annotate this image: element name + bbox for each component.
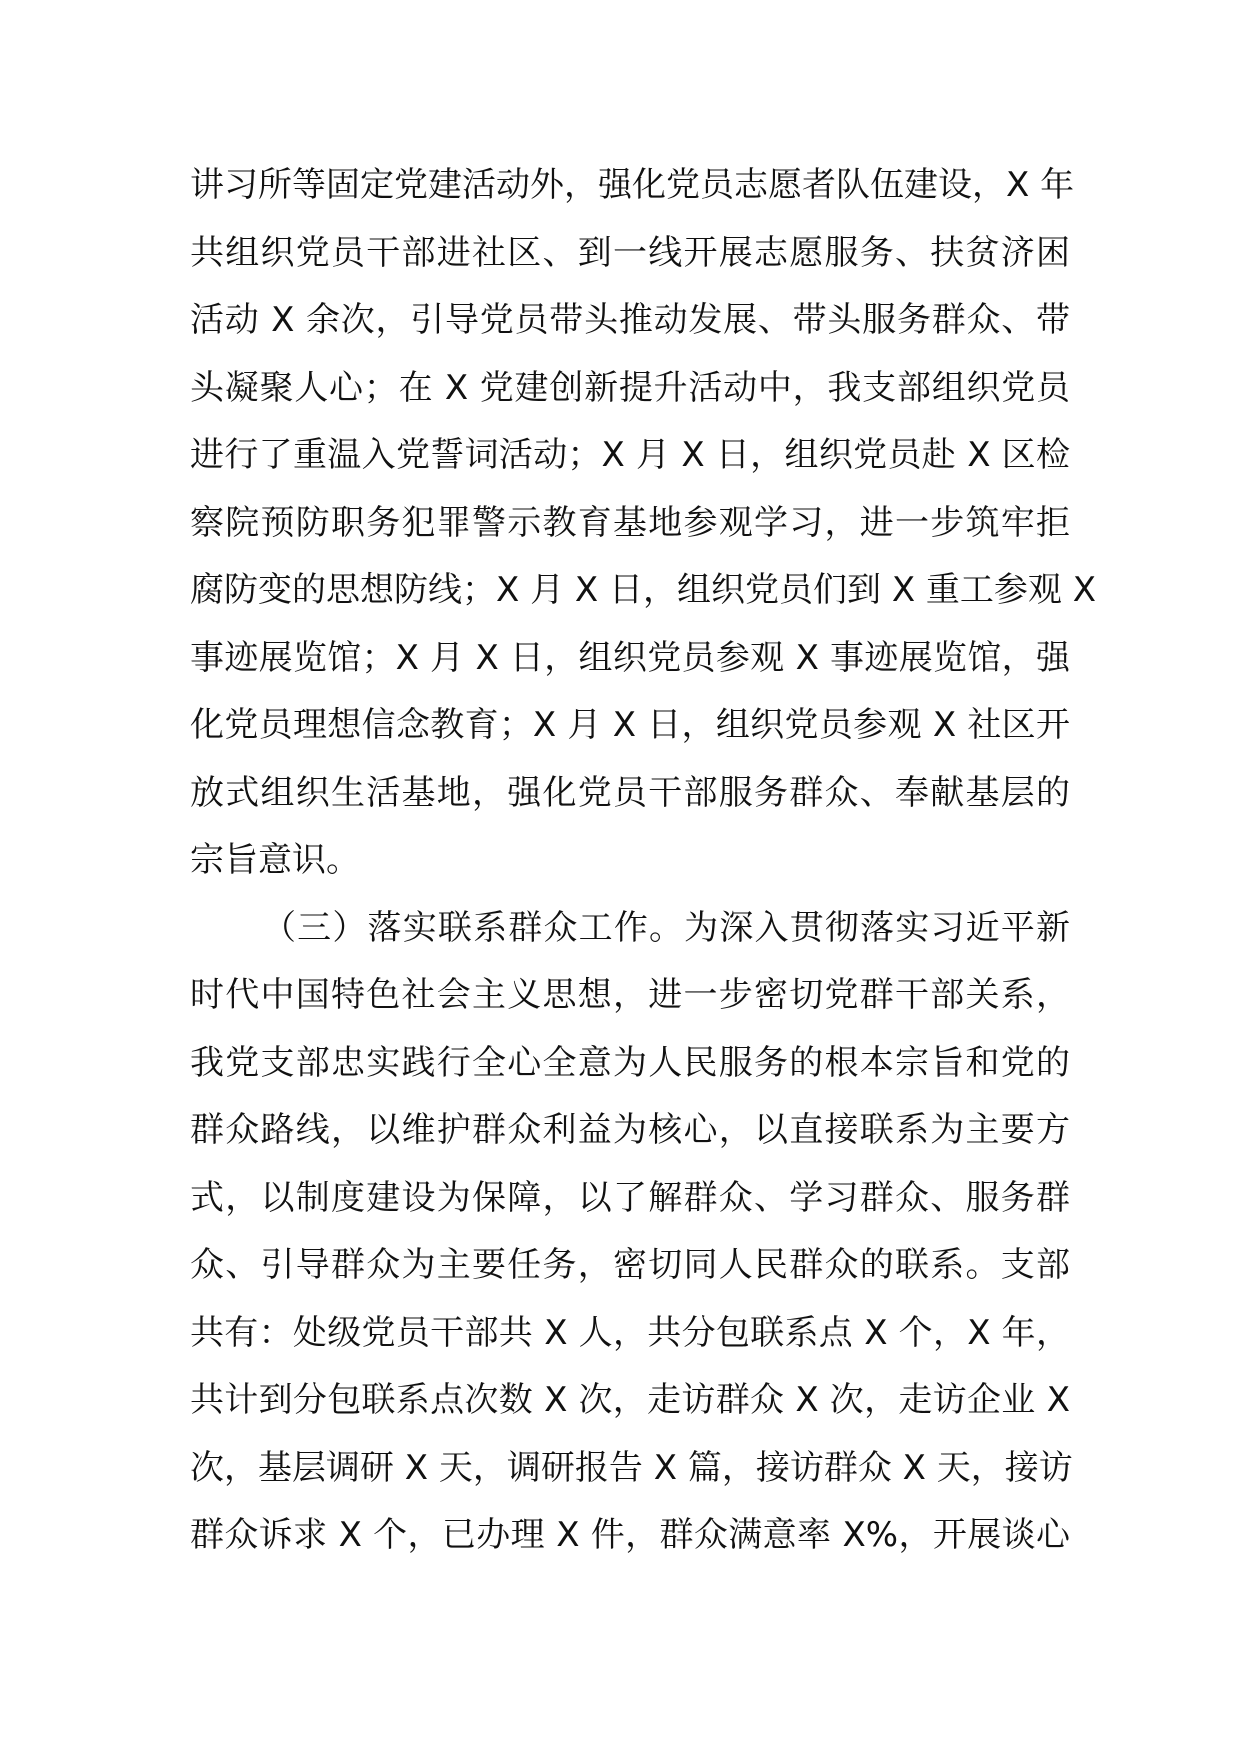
text-line: 活动 X 余次，引导党员带头推动发展、带头服务群众、带 xyxy=(190,300,1070,340)
text-line: 时代中国特色社会主义思想，进一步密切党群干部关系， xyxy=(190,975,1070,1015)
text-line: 共计到分包联系点次数 X 次，走访群众 X 次，走访企业 X xyxy=(190,1380,1070,1420)
paragraph-mass-contact-work xyxy=(190,895,1073,1570)
text-line: 群众诉求 X 个，已办理 X 件，群众满意率 X%，开展谈心 xyxy=(190,1515,1070,1555)
text-line: 察院预防职务犯罪警示教育基地参观学习，进一步筑牢拒 xyxy=(190,502,1070,543)
text-line: 式，以制度建设为保障，以了解群众、学习群众、服务群 xyxy=(190,1177,1070,1218)
text-line: 群众路线，以维护群众利益为核心，以直接联系为主要方 xyxy=(190,1110,1070,1150)
document-body xyxy=(190,152,1097,1570)
text-line: 进行了重温入党誓词活动；X 月 X 日，组织党员赴 X 区检 xyxy=(190,435,1070,475)
text-line: 次，基层调研 X 天，调研报告 X 篇，接访群众 X 天，接访 xyxy=(190,1447,1073,1488)
paragraph-volunteer-activities xyxy=(190,152,1097,895)
text-line: 放式组织生活基地，强化党员干部服务群众、奉献基层的 xyxy=(190,772,1070,813)
text-line: 讲习所等固定党建活动外，强化党员志愿者队伍建设，X 年 xyxy=(190,165,1075,205)
section-heading-line: （三）落实联系群众工作。为深入贯彻落实习近平新 xyxy=(262,907,1070,948)
text-line: 共组织党员干部进社区、到一线开展志愿服务、扶贫济困 xyxy=(190,232,1070,273)
text-line: 头凝聚人心；在 X 党建创新提升活动中，我支部组织党员 xyxy=(190,367,1070,408)
text-line: 众、引导群众为主要任务，密切同人民群众的联系。支部 xyxy=(190,1245,1070,1285)
text-line: 共有：处级党员干部共 X 人，共分包联系点 X 个，X 年， xyxy=(190,1312,1070,1353)
text-line: 腐防变的思想防线；X 月 X 日，组织党员们到 X 重工参观 X xyxy=(190,570,1097,610)
text-line: 事迹展览馆；X 月 X 日，组织党员参观 X 事迹展览馆，强 xyxy=(190,637,1070,678)
text-line: 我党支部忠实践行全心全意为人民服务的根本宗旨和党的 xyxy=(190,1042,1070,1083)
text-line-last: 宗旨意识。 xyxy=(190,840,360,880)
text-line: 化党员理想信念教育；X 月 X 日，组织党员参观 X 社区开 xyxy=(190,705,1070,745)
